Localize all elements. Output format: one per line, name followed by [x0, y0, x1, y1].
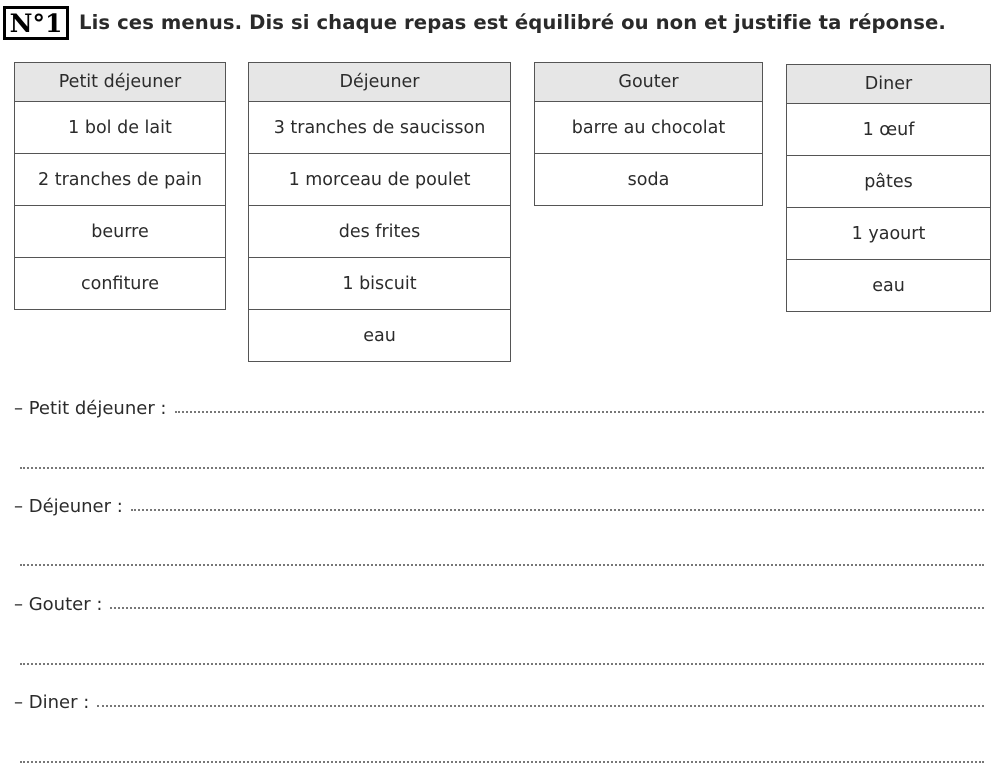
exercise-instruction: Lis ces menus. Dis si chaque repas est équilibré ou non et justifie ta réponse.	[79, 11, 946, 34]
menu-table-gouter	[534, 62, 763, 206]
answer-dotted-line[interactable]	[97, 704, 984, 707]
menu-item: beurre	[15, 206, 226, 258]
answer-label: – Gouter :	[14, 594, 103, 615]
answer-diner[interactable]	[14, 692, 984, 713]
answer-label: – Déjeuner :	[14, 496, 123, 517]
menu-title: Gouter	[535, 63, 763, 102]
menu-table-dejeuner	[248, 62, 511, 362]
menu-item: barre au chocolat	[535, 102, 763, 154]
answer-dotted-line[interactable]	[20, 761, 984, 763]
menu-item: eau	[787, 260, 991, 312]
menu-item: 2 tranches de pain	[15, 154, 226, 206]
answer-dotted-line[interactable]	[20, 663, 984, 665]
menu-item: 1 bol de lait	[15, 102, 226, 154]
menu-item: 3 tranches de saucisson	[249, 102, 511, 154]
menu-item: 1 yaourt	[787, 208, 991, 260]
menu-item: des frites	[249, 206, 511, 258]
answer-dotted-line[interactable]	[20, 467, 984, 469]
answer-gouter[interactable]	[14, 594, 984, 615]
answer-dotted-line[interactable]	[175, 410, 985, 413]
answer-dotted-line[interactable]	[20, 564, 984, 566]
answer-dotted-line[interactable]	[131, 508, 984, 511]
menu-title: Déjeuner	[249, 63, 511, 102]
menu-item: 1 œuf	[787, 104, 991, 156]
menu-item: confiture	[15, 258, 226, 310]
menu-item: pâtes	[787, 156, 991, 208]
menu-item: 1 biscuit	[249, 258, 511, 310]
answer-label: – Diner :	[14, 692, 90, 713]
answer-label: – Petit déjeuner :	[14, 398, 167, 419]
menu-item: 1 morceau de poulet	[249, 154, 511, 206]
answer-petit-dejeuner[interactable]	[14, 398, 984, 419]
menu-table-diner	[786, 64, 991, 312]
menu-table-petit-dejeuner	[14, 62, 226, 310]
answer-dotted-line[interactable]	[110, 606, 984, 609]
menu-title: Diner	[787, 65, 991, 104]
exercise-number-badge: N°1	[3, 6, 69, 40]
answer-dejeuner[interactable]	[14, 496, 984, 517]
menu-item: soda	[535, 154, 763, 206]
menu-item: eau	[249, 310, 511, 362]
menu-title: Petit déjeuner	[15, 63, 226, 102]
